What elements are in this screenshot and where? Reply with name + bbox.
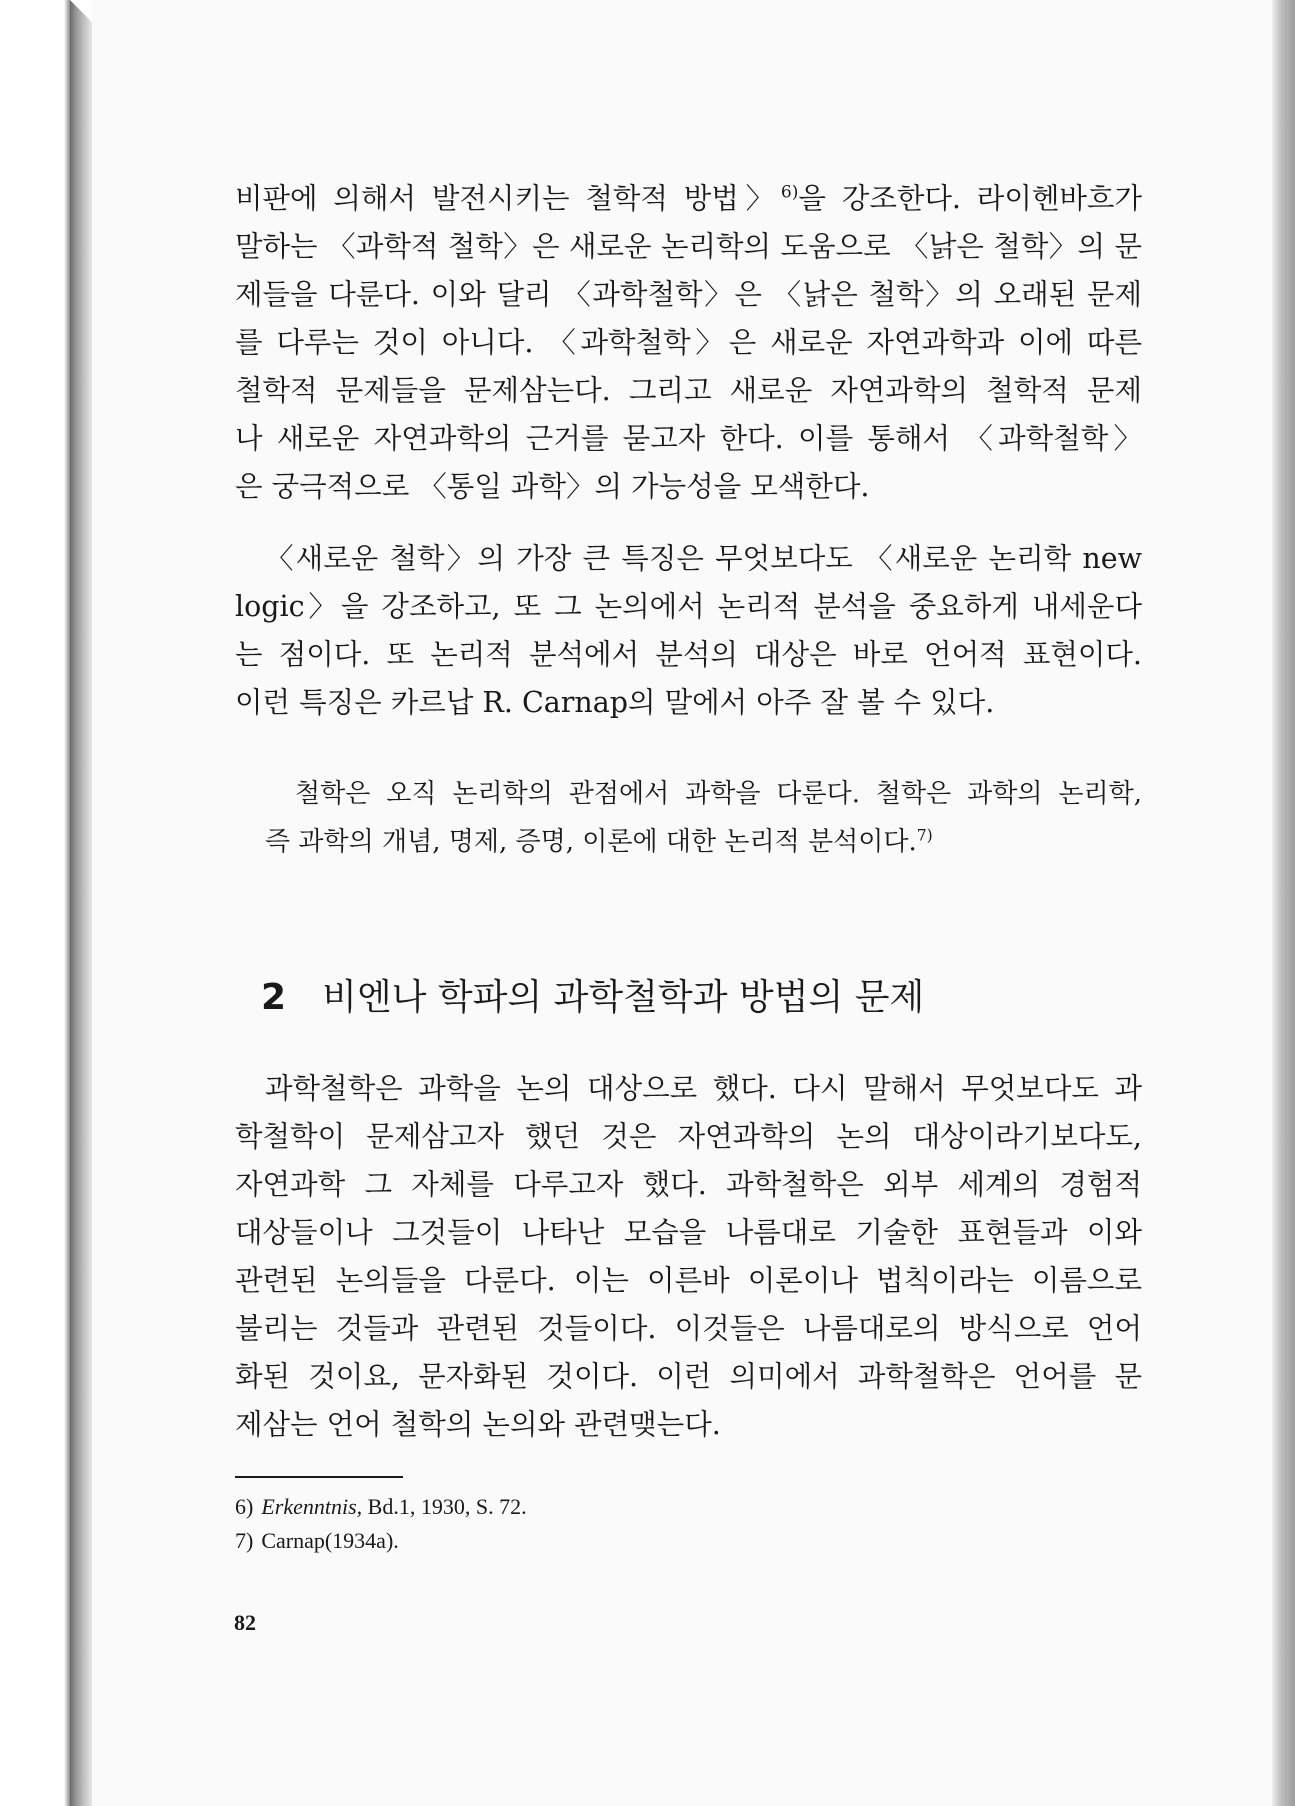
block-quote (265, 770, 1142, 866)
block-quote-line-1: 철학은 오직 논리학의 관점에서 과학을 다룬다. 철학은 과학의 논리학, (295, 779, 1142, 809)
paragraph-3-line-7: 화된 것이요, 문자화된 것이다. 이런 의미에서 과학철학은 언어를 문 (235, 1360, 1142, 1393)
paragraph-3-line-6: 불리는 것들과 관련된 것들이다. 이것들은 나름대로의 방식으로 언어 (235, 1312, 1142, 1345)
paragraph-3-line-3: 자연과학 그 자체를 다루고자 했다. 과학철학은 외부 세계의 경험적 (235, 1168, 1142, 1201)
book-spine-edge (70, 0, 92, 1806)
section-heading (261, 970, 924, 1026)
paragraph-2-line-3: 는 점이다. 또 논리적 분석에서 분석의 대상은 바로 언어적 표현이다. (235, 638, 1142, 671)
paragraph-1-line-7: 은 궁극적으로 〈통일 과학〉의 가능성을 모색한다. (235, 470, 870, 503)
paragraph-3-line-5: 관련된 논의들을 다룬다. 이는 이른바 이론이나 법칙이라는 이름으로 (235, 1264, 1142, 1297)
paragraph-3-line-2: 학철학이 문제삼고자 했던 것은 자연과학의 논의 대상이라기보다도, (235, 1120, 1142, 1153)
paragraph-2-line-1: 〈새로운 철학〉의 가장 큰 특징은 무엇보다도 〈새로운 논리학 new (265, 542, 1142, 575)
paragraph-3-line-1: 과학철학은 과학을 논의 대상으로 했다. 다시 말해서 무엇보다도 과 (265, 1072, 1142, 1105)
paragraph-1-line-3: 제들을 다룬다. 이와 달리 〈과학철학〉은 〈낡은 철학〉의 오래된 문제 (235, 278, 1142, 311)
paragraph-1-line-6: 나 새로운 자연과학의 근거를 묻고자 한다. 이를 통해서 〈과학철학〉 (235, 422, 1142, 455)
section-title: 비엔나 학파의 과학철학과 방법의 문제 (322, 977, 925, 1018)
page-corner-fold (70, 0, 92, 22)
paragraph-1-line-4: 를 다루는 것이 아니다. 〈과학철학〉은 새로운 자연과학과 이에 따른 (235, 326, 1142, 359)
block-quote-line-2: 즉 과학의 개념, 명제, 증명, 이론에 대한 논리적 분석이다.$^{7)}$ (265, 826, 933, 857)
paragraph-3-line-4: 대상들이나 그것들이 나타난 모습을 나름대로 기술한 표현들과 이와 (235, 1216, 1142, 1249)
paragraph-3 (235, 1065, 1142, 1449)
section-number: 2 (261, 977, 287, 1018)
footnotes (235, 1490, 527, 1558)
book-page-edges (1272, 0, 1295, 1806)
footnote-6: 6) Erkenntnis, Bd.1, 1930, S. 72. (235, 1494, 527, 1519)
footnote-separator (235, 1476, 403, 1478)
paragraph-2-line-4: 이런 특징은 카르납 R. Carnap의 말에서 아주 잘 볼 수 있다. (235, 686, 995, 719)
paragraph-3-line-8: 제삼는 언어 철학의 논의와 관련맺는다. (235, 1408, 721, 1441)
paragraph-1-line-1: 비판에 의해서 발전시키는 철학적 방법〉$^{6)}$을 강조한다. 라이헨바흐가 (235, 182, 1142, 215)
page-number: 82 (234, 1610, 256, 1635)
paragraph-1-line-5: 철학적 문제들을 문제삼는다. 그리고 새로운 자연과학의 철학적 문제 (235, 374, 1142, 407)
paragraph-2 (235, 535, 1142, 727)
paragraph-1 (235, 175, 1142, 511)
paragraph-1-line-2: 말하는 〈과학적 철학〉은 새로운 논리학의 도움으로 〈낡은 철학〉의 문 (235, 230, 1142, 263)
paragraph-2-line-2: logic〉을 강조하고, 또 그 논의에서 논리적 분석을 중요하게 내세운다 (235, 590, 1142, 623)
footnote-7: 7) Carnap(1934a). (235, 1528, 399, 1553)
book-page (92, 0, 1272, 1806)
